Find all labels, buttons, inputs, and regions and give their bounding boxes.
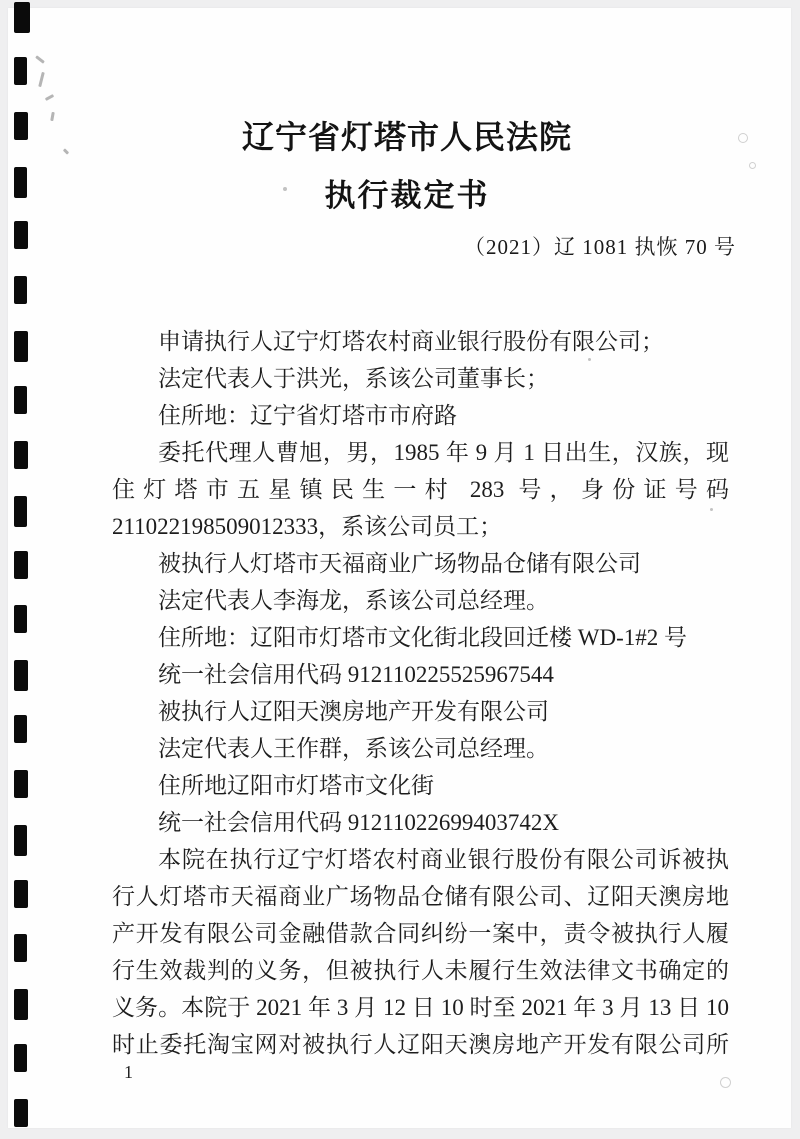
body-line: 住灯塔市五星镇民生一村 283 号，身份证号码 xyxy=(112,477,729,502)
body-line: 本院在执行辽宁灯塔农村商业银行股份有限公司诉被执 xyxy=(158,847,729,872)
body-line: 行人灯塔市天福商业广场物品仓储有限公司、辽阳天澳房地 xyxy=(112,884,729,909)
binding-hole-mark xyxy=(14,715,27,743)
body-line: 行生效裁判的义务，但被执行人未履行生效法律文书确定的 xyxy=(112,958,729,983)
scan-artifact xyxy=(749,162,756,169)
binding-hole-mark xyxy=(14,331,28,362)
body-line: 被执行人辽阳天澳房地产开发有限公司 xyxy=(158,699,549,724)
body-line: 住所地辽阳市灯塔市文化街 xyxy=(158,773,434,798)
binding-hole-mark xyxy=(14,496,27,527)
binding-hole-mark xyxy=(14,934,27,962)
binding-hole-mark xyxy=(14,605,27,633)
body-line: 住所地：辽阳市灯塔市文化街北段回迁楼 WD-1#2 号 xyxy=(158,625,687,650)
binding-hole-mark xyxy=(14,880,28,908)
body-line: 申请执行人辽宁灯塔农村商业银行股份有限公司； xyxy=(158,329,664,354)
page-number: 1 xyxy=(124,1062,133,1082)
body-line: 住所地：辽宁省灯塔市市府路 xyxy=(158,403,457,428)
binding-hole-mark xyxy=(14,1044,27,1072)
body-line: 统一社会信用代码 912110225525967544 xyxy=(158,662,554,687)
binding-hole-mark xyxy=(14,1099,28,1127)
body-line: 时止委托淘宝网对被执行人辽阳天澳房地产开发有限公司所 xyxy=(112,1032,729,1057)
document-body xyxy=(112,323,729,1063)
binding-hole-mark xyxy=(14,825,27,856)
body-line: 法定代表人李海龙，系该公司总经理。 xyxy=(158,588,549,613)
binding-hole-mark xyxy=(14,551,28,579)
binding-hole-mark xyxy=(14,57,27,85)
body-line: 产开发有限公司金融借款合同纠纷一案中，责令被执行人履 xyxy=(112,921,729,946)
body-line: 统一社会信用代码 91211022699403742X xyxy=(158,810,560,835)
binding-hole-mark xyxy=(14,2,30,33)
scan-artifact xyxy=(720,1077,731,1088)
body-line: 义务。本院于 2021 年 3 月 12 日 10 时至 2021 年 3 月 13 日 10 xyxy=(112,995,729,1020)
binding-hole-mark xyxy=(14,989,28,1020)
binding-hole-mark xyxy=(14,386,27,414)
body-line: 法定代表人于洪光，系该公司董事长； xyxy=(158,366,549,391)
binding-hole-mark xyxy=(14,276,27,304)
body-line: 法定代表人王作群，系该公司总经理。 xyxy=(158,736,549,761)
binding-hole-mark xyxy=(14,660,28,691)
body-line: 211022198509012333，系该公司员工； xyxy=(112,514,503,539)
body-line: 委托代理人曹旭，男，1985 年 9 月 1 日出生，汉族，现 xyxy=(158,440,729,465)
court-name: 辽宁省灯塔市人民法院 xyxy=(241,119,572,155)
case-number: （2021）辽 1081 执恢 70 号 xyxy=(464,235,736,259)
binding-hole-mark xyxy=(14,770,28,798)
binding-hole-mark xyxy=(14,221,28,249)
body-line: 被执行人灯塔市天福商业广场物品仓储有限公司 xyxy=(158,551,641,576)
binding-hole-mark xyxy=(14,441,28,469)
document-type-title: 执行裁定书 xyxy=(324,178,490,213)
